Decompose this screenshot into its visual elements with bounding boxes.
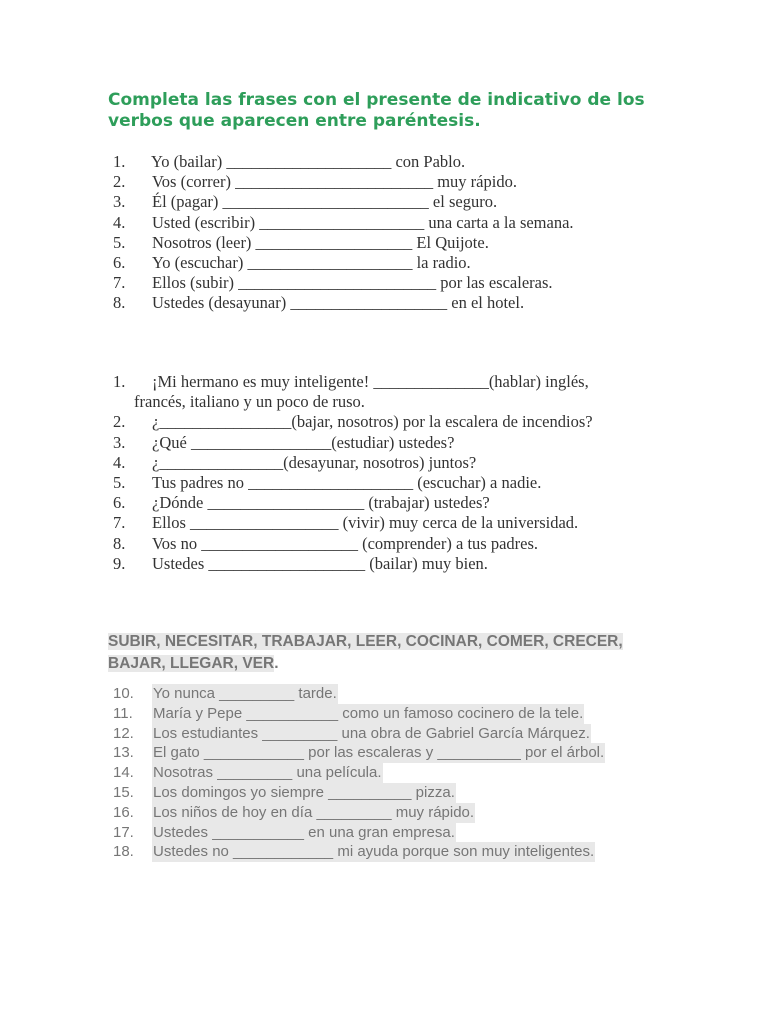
item-text: Ustedes ___________________ (bailar) muy bien. <box>152 553 488 573</box>
item-number: 18. <box>113 843 134 861</box>
item-number: 14. <box>113 764 134 782</box>
item-number: 15. <box>113 783 134 801</box>
item-text: Ustedes no ____________ mi ayuda porque son muy inteligentes. <box>153 843 595 861</box>
item-text: Yo (escuchar) ____________________ la radio. <box>152 252 471 272</box>
item-number: 17. <box>113 823 134 841</box>
item-text: ¿Qué _________________(estudiar) ustedes? <box>152 432 455 452</box>
item-text: Ellos __________________ (vivir) muy cerca de la universidad. <box>152 513 579 533</box>
list-item <box>113 372 589 392</box>
item-text: Vos (correr) ________________________ muy rápido. <box>152 172 517 192</box>
item-number: 4. <box>113 452 126 472</box>
item-text: Nosotras _________ una película. <box>153 764 382 782</box>
item-number: 4. <box>113 212 126 232</box>
item-number: 2. <box>113 172 126 192</box>
list-item <box>113 472 542 493</box>
item-number: 6. <box>113 252 126 272</box>
item-text: Los niños de hoy en día _________ muy rápido. <box>153 803 475 821</box>
item-number: 7. <box>113 513 126 533</box>
item-text: María y Pepe ___________ como un famoso cocinero de la tele. <box>153 704 584 722</box>
item-text: Vos no ___________________ (comprender) a tus padres. <box>152 533 539 553</box>
verb-bank <box>108 631 668 675</box>
item-number: 9. <box>113 553 126 573</box>
item-text: Nosotros (leer) ___________________ El Quijote. <box>152 232 489 252</box>
item-text: Tus padres no ____________________ (escuchar) a nadie. <box>152 472 542 492</box>
item-text: Los estudiantes _________ una obra de Gabriel García Márquez. <box>153 724 590 742</box>
item-number: 1. <box>113 152 126 171</box>
item-text: Yo (bailar) ____________________ con Pablo. <box>151 152 466 171</box>
item-text: El gato ____________ por las escaleras y __________ por el árbol. <box>153 744 605 762</box>
item-text: Los domingos yo siempre __________ pizza. <box>153 783 455 801</box>
item-number: 10. <box>113 685 134 702</box>
item-number: 5. <box>113 472 126 492</box>
item-number: 11. <box>113 704 133 722</box>
item-text: Ustedes (desayunar) ___________________ en el hotel. <box>152 293 525 313</box>
exercise-list-2 <box>113 372 593 574</box>
list-item <box>113 533 539 554</box>
item-number: 3. <box>113 192 126 212</box>
list-item <box>113 493 490 513</box>
list-item <box>113 553 488 574</box>
item-number: 12. <box>113 724 134 742</box>
item-text: ¿________________(bajar, nosotros) por la escalera de incendios? <box>152 412 593 432</box>
item-number: 6. <box>113 493 126 513</box>
item-number: 5. <box>113 232 126 252</box>
item-text-continuation: francés, italiano y un poco de ruso. <box>134 392 365 412</box>
item-number: 16. <box>113 803 134 821</box>
list-item <box>113 452 477 473</box>
exercise-title: Completa las frases con el presente de indicativo de los verbos que aparecen entre paréntesis. <box>108 90 645 131</box>
item-number: 2. <box>113 412 126 432</box>
item-number: 3. <box>113 432 126 452</box>
item-text: Yo nunca _________ tarde. <box>153 685 337 702</box>
verb-bank-period: . <box>274 655 279 672</box>
item-number: 1. <box>113 372 126 391</box>
verb-bank-line-1: SUBIR, NECESITAR, TRABAJAR, LEER, COCINAR, COMER, CRECER, <box>108 633 623 650</box>
item-text: Ellos (subir) ________________________ por las escaleras. <box>152 273 553 293</box>
list-item <box>113 513 579 533</box>
item-text: ¿Dónde ___________________ (trabajar) ustedes? <box>152 493 490 513</box>
item-number: 7. <box>113 273 126 293</box>
verb-bank-line-2: BAJAR, LLEGAR, VER <box>108 655 275 672</box>
item-number: 8. <box>113 533 126 553</box>
list-item <box>113 432 455 453</box>
item-text: Ustedes ___________ en una gran empresa. <box>153 823 455 841</box>
list-item <box>113 412 593 432</box>
item-number: 8. <box>113 293 126 313</box>
item-text: ¡Mi hermano es muy inteligente! ______________(hablar) inglés, <box>152 372 589 391</box>
item-number: 13. <box>113 744 134 762</box>
item-text: ¿_______________(desayunar, nosotros) juntos? <box>152 452 477 472</box>
item-text: Él (pagar) _________________________ el seguro. <box>152 192 498 212</box>
item-text: Usted (escribir) ____________________ una carta a la semana. <box>152 212 574 232</box>
